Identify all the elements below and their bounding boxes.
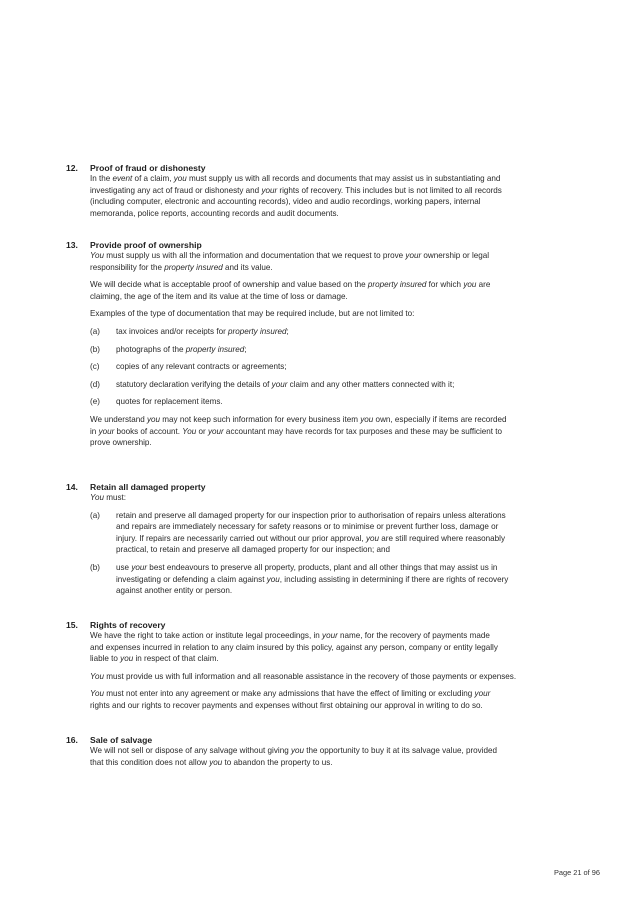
- list-label: (a): [90, 510, 100, 520]
- list-item: [90, 396, 576, 408]
- text-line: You must supply us with all the information and documentation that we request to prove your ownership or legal: [90, 251, 490, 260]
- paragraph: [90, 414, 576, 449]
- list-label: (d): [90, 379, 100, 389]
- paragraph: [90, 630, 576, 665]
- list-label: (e): [90, 397, 100, 407]
- text-line: We understand you may not keep such information for every business item you own, especially if items are recorded: [90, 414, 507, 424]
- section-heading: Retain all damaged property: [90, 482, 206, 492]
- list-text: [116, 379, 576, 391]
- section-heading: Rights of recovery: [90, 620, 166, 630]
- page-number: Page 21 of 96: [553, 868, 600, 877]
- text-line: You must provide us with full information and all reasonable assistance in the recovery of those payments or expenses.: [90, 671, 517, 681]
- text-line: photographs of the property insured;: [116, 344, 247, 354]
- text-line: liable to you in respect of that claim.: [90, 654, 219, 664]
- text-line: against another entity or person.: [116, 586, 233, 596]
- list-label: (b): [90, 562, 100, 572]
- list-label: (c): [90, 362, 100, 372]
- text-line: memoranda, police reports, accounting records and audit documents.: [90, 208, 339, 218]
- text-line: use your best endeavours to preserve all property, products, plant and all other things that may assist us in: [116, 562, 498, 572]
- list-text: [116, 562, 576, 597]
- text-line: quotes for replacement items.: [116, 397, 223, 407]
- list-item: [90, 379, 576, 391]
- paragraph: [90, 250, 576, 273]
- list-text: [116, 344, 576, 356]
- list-item: [90, 562, 576, 597]
- text-line: prove ownership.: [90, 438, 152, 448]
- paragraph: [90, 173, 576, 219]
- text-line: We have the right to take action or institute legal proceedings, in your name, for the recovery of payments made: [90, 631, 490, 640]
- paragraph: [90, 671, 576, 683]
- text-line: and expenses incurred in relation to any claim insured by this policy, against any person, company or entity legally: [90, 642, 498, 652]
- section-number: 14.: [66, 482, 78, 492]
- text-line: investigating or defending a claim against you, including assisting in determining if there are rights of recovery: [116, 574, 509, 584]
- text-line: (including computer, electronic and accounting records), video and audio recordings, working papers, internal: [90, 197, 481, 207]
- text-line: tax invoices and/or receipts for property insured;: [116, 326, 289, 336]
- list-text: [116, 361, 576, 373]
- paragraph: [90, 745, 576, 768]
- text-line: injury. If repairs are necessarily carried out without our prior approval, you are still required where reasonably: [116, 533, 505, 543]
- section-number: 12.: [66, 163, 78, 173]
- text-line: that this condition does not allow you to abandon the property to us.: [90, 757, 333, 767]
- list-item: [90, 344, 576, 356]
- section-number: 16.: [66, 735, 78, 745]
- paragraph: [90, 308, 576, 320]
- section-number: 15.: [66, 620, 78, 630]
- text-line: We will decide what is acceptable proof of ownership and value based on the property insured for which you are: [90, 280, 491, 290]
- text-line: investigating any act of fraud or dishonesty and your rights of recovery. This includes but is not limited to all records: [90, 185, 502, 195]
- text-line: statutory declaration verifying the details of your claim and any other matters connected with it;: [116, 379, 455, 389]
- list-item: [90, 326, 576, 338]
- list-item: [90, 361, 576, 373]
- text-line: You must not enter into any agreement or make any admissions that have the effect of limiting or excluding your: [90, 689, 491, 699]
- text-line: and repairs are immediately necessary for safety reasons or to minimise or prevent further loss, damage or: [116, 522, 499, 532]
- text-line: Examples of the type of documentation that may be required include, but are not limited to:: [90, 309, 415, 319]
- list-label: (b): [90, 344, 100, 354]
- list-item: [90, 510, 576, 556]
- section-heading: Provide proof of ownership: [90, 240, 202, 250]
- text-line: In the event of a claim, you must supply us with all records and documents that may assist us in substantiating and: [90, 174, 501, 183]
- list-text: [116, 396, 576, 408]
- section-number: 13.: [66, 240, 78, 250]
- text-line: We will not sell or dispose of any salvage without giving you the opportunity to buy it at its salvage value, provided: [90, 746, 498, 755]
- list-text: [116, 510, 576, 556]
- text-line: practical, to retain and preserve all damaged property for our inspection; and: [116, 545, 390, 555]
- text-line: rights and our rights to recover payments and expenses without first obtaining our approval in writing to do so.: [90, 700, 483, 710]
- text-line: You must:: [90, 493, 127, 502]
- text-line: retain and preserve all damaged property for our inspection prior to authorisation of repairs unless alterations: [116, 510, 506, 520]
- section-heading: Proof of fraud or dishonesty: [90, 163, 206, 173]
- text-line: copies of any relevant contracts or agreements;: [116, 362, 287, 372]
- section-heading: Sale of salvage: [90, 735, 153, 745]
- list-label: (a): [90, 326, 100, 336]
- text-line: claiming, the age of the item and its value at the time of loss or damage.: [90, 291, 348, 301]
- text-line: responsibility for the property insured and its value.: [90, 262, 273, 272]
- paragraph: [90, 279, 576, 302]
- paragraph: [90, 492, 576, 504]
- paragraph: [90, 688, 576, 711]
- list-text: [116, 326, 576, 338]
- text-line: in your books of account. You or your accountant may have records for tax purposes and these may be sufficient to: [90, 426, 503, 436]
